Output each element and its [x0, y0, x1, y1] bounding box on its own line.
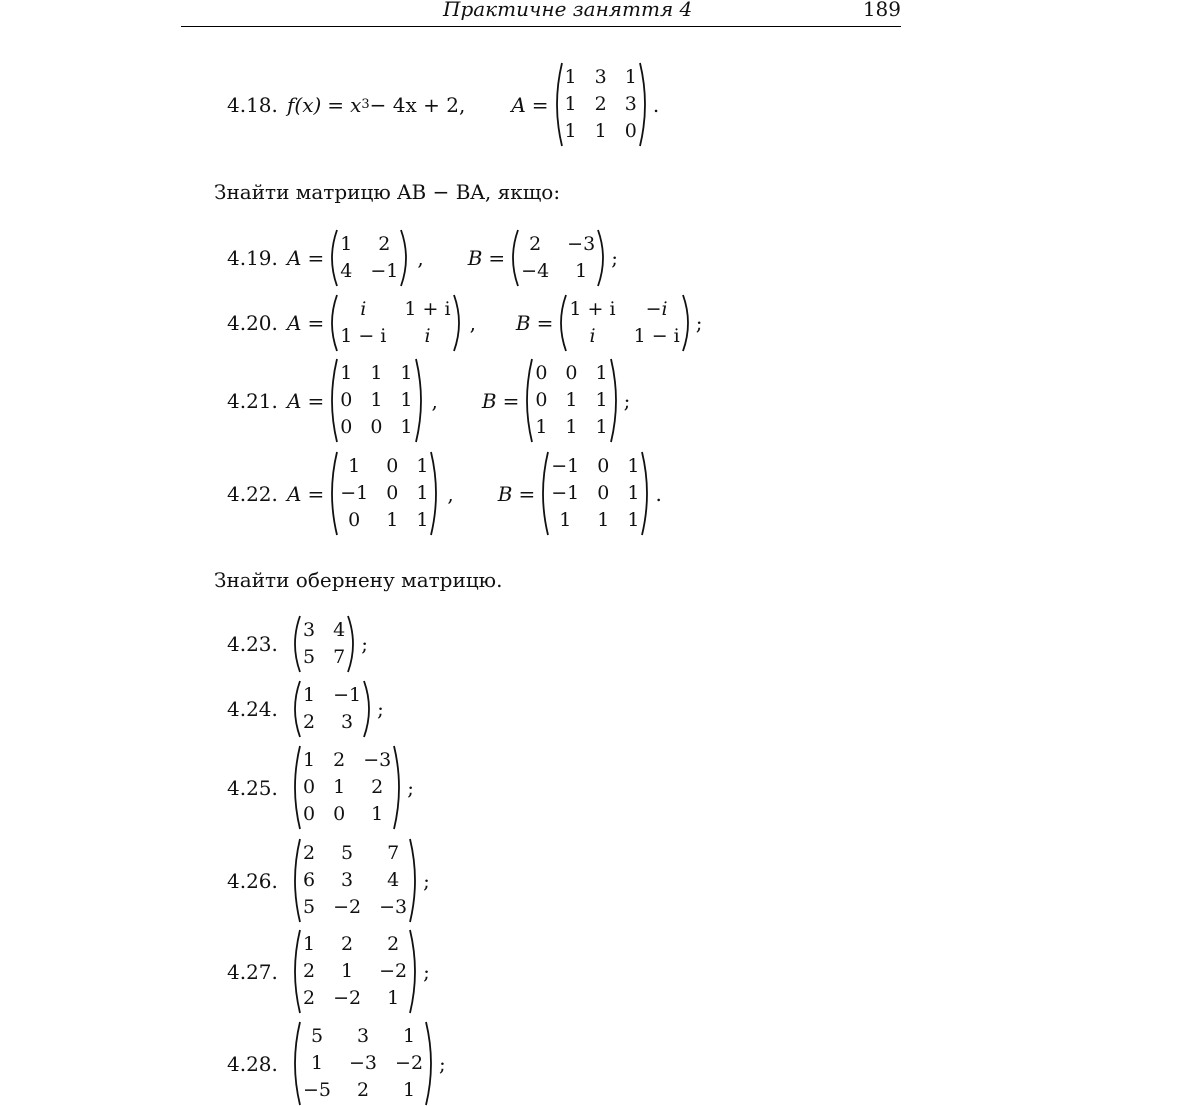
- matrix-cell: 1: [370, 389, 383, 411]
- matrix-cell: 5: [303, 646, 316, 668]
- matrix-cell: 1: [595, 416, 608, 438]
- matrix-cell: 1 − i: [340, 325, 387, 347]
- matrix-label-a: A: [287, 388, 302, 413]
- matrix-cell: 5: [303, 896, 316, 918]
- matrix-cell: 1 − i: [633, 325, 680, 347]
- right-paren: [596, 229, 609, 287]
- problem-4-22: [227, 451, 662, 536]
- matrix-a: [326, 358, 426, 443]
- matrix-cell: −2: [333, 896, 362, 918]
- matrix-cell: 0: [597, 482, 610, 504]
- right-paren: [609, 358, 622, 443]
- matrix-a: [326, 229, 412, 287]
- matrix: [289, 838, 421, 923]
- problem-number: 4.21.: [227, 388, 278, 413]
- matrix-cell: 1: [303, 684, 316, 706]
- matrix-cell: 2: [303, 711, 316, 733]
- matrix-label-a: A: [287, 246, 302, 270]
- matrix-cell: 2: [303, 987, 316, 1009]
- right-paren: [424, 1021, 437, 1106]
- matrix-cell: 4: [387, 869, 400, 891]
- equals-sign: =: [488, 246, 506, 270]
- matrix-cell: 1: [402, 1079, 416, 1101]
- matrix-cell: 1 + i: [569, 298, 616, 320]
- matrix-cell: 0: [303, 776, 316, 798]
- matrix-cell: 1: [341, 960, 354, 982]
- matrix-cell: 1 + i: [404, 298, 451, 320]
- end-punctuation: ;: [439, 1051, 446, 1076]
- matrix-cell: −1: [551, 482, 580, 504]
- problem-4-27: [227, 929, 430, 1014]
- matrix-cell: 3: [303, 619, 316, 641]
- matrix-grid: [339, 229, 399, 287]
- matrix-cell: 1: [594, 120, 607, 142]
- matrix-cell: −2: [395, 1052, 424, 1074]
- matrix-b: [537, 451, 653, 536]
- matrix-cell: 7: [387, 842, 400, 864]
- matrix-cell: −1: [340, 482, 369, 504]
- problem-4-20: [227, 294, 702, 352]
- matrix-a: [551, 62, 651, 147]
- matrix: [289, 1021, 437, 1106]
- matrix-cell: −3: [567, 233, 596, 255]
- right-paren: [408, 929, 421, 1014]
- matrix-cell: 0: [386, 482, 399, 504]
- equals-sign: =: [536, 311, 554, 335]
- separator-comma: ,: [447, 481, 454, 506]
- problem-number: 4.22.: [227, 481, 278, 506]
- matrix-cell: 1: [400, 389, 413, 411]
- matrix-cell: 1: [333, 776, 346, 798]
- left-paren: [326, 229, 339, 287]
- right-paren: [362, 680, 375, 738]
- matrix-cell: 1: [400, 362, 413, 384]
- left-paren: [289, 680, 302, 738]
- running-header: [181, 0, 901, 27]
- matrix-label-a: A: [287, 311, 302, 335]
- matrix-cell: 1: [416, 509, 429, 531]
- right-paren: [681, 294, 694, 352]
- matrix-cell: 1: [402, 1025, 416, 1047]
- matrix-b: [521, 358, 621, 443]
- matrix-cell: 1: [370, 362, 383, 384]
- problem-number: 4.28.: [227, 1051, 278, 1076]
- equals-sign: =: [327, 92, 345, 117]
- polynomial-rest: − 4x + 2,: [369, 92, 466, 117]
- left-paren: [326, 294, 339, 352]
- problem-4-28: [227, 1021, 446, 1106]
- left-paren: [521, 358, 534, 443]
- matrix-a: [326, 294, 464, 352]
- matrix-grid: [339, 451, 429, 536]
- equals-sign: =: [307, 481, 325, 506]
- left-paren: [289, 929, 302, 1014]
- matrix-cell: 2: [387, 933, 400, 955]
- matrix-cell: −1: [370, 260, 399, 282]
- matrix-cell: 1: [564, 93, 577, 115]
- matrix-cell: 3: [341, 869, 354, 891]
- problem-4-25: [227, 745, 414, 830]
- right-paren: [429, 451, 442, 536]
- page-number: 189: [862, 0, 901, 21]
- matrix-cell: 1: [386, 509, 399, 531]
- matrix-label-a: A: [511, 92, 526, 117]
- separator-comma: ,: [417, 246, 424, 270]
- matrix-cell: 3: [356, 1025, 370, 1047]
- matrix: [289, 929, 421, 1014]
- matrix-cell: −4: [521, 260, 550, 282]
- problem-4-18: [227, 62, 659, 147]
- problem-number: 4.20.: [227, 311, 278, 335]
- matrix-grid: [302, 1021, 424, 1106]
- matrix-cell: −2: [379, 960, 408, 982]
- section-heading-inverse: Знайти обернену матрицю.: [214, 568, 503, 592]
- matrix-cell: 2: [594, 93, 607, 115]
- left-paren: [289, 1021, 302, 1106]
- matrix-cell: −i: [645, 298, 668, 320]
- equals-sign: =: [502, 388, 520, 413]
- left-paren: [289, 745, 302, 830]
- matrix-grid: [302, 838, 408, 923]
- matrix-cell: 1: [416, 455, 429, 477]
- matrix-cell: 1: [559, 509, 572, 531]
- matrix-cell: 2: [371, 776, 384, 798]
- matrix: [289, 680, 375, 738]
- right-paren: [452, 294, 465, 352]
- end-punctuation: ;: [361, 632, 368, 656]
- matrix-grid: [534, 358, 608, 443]
- matrix-cell: 1: [535, 416, 548, 438]
- matrix-cell: 1: [564, 66, 577, 88]
- matrix-cell: 1: [627, 509, 640, 531]
- left-paren: [289, 838, 302, 923]
- right-paren: [346, 615, 359, 673]
- matrix-cell: 0: [348, 509, 361, 531]
- matrix-cell: −2: [333, 987, 362, 1009]
- matrix-cell: 2: [356, 1079, 370, 1101]
- matrix-cell: −1: [333, 684, 362, 706]
- end-punctuation: ;: [377, 697, 384, 721]
- matrix-grid: [520, 229, 596, 287]
- left-paren: [537, 451, 550, 536]
- problem-4-23: [227, 615, 368, 673]
- matrix-cell: 7: [333, 646, 346, 668]
- matrix: [289, 745, 405, 830]
- matrix-cell: 1: [597, 509, 610, 531]
- end-punctuation: ;: [423, 959, 430, 984]
- matrix: [289, 615, 359, 673]
- matrix-cell: 2: [333, 749, 346, 771]
- matrix-grid: [339, 294, 451, 352]
- matrix-cell: 0: [370, 416, 383, 438]
- matrix-label-b: B: [481, 388, 497, 413]
- matrix-label-a: A: [287, 481, 302, 506]
- matrix-cell: 1: [564, 120, 577, 142]
- matrix-cell: 2: [378, 233, 391, 255]
- matrix-cell: 0: [624, 120, 637, 142]
- matrix-label-b: B: [515, 311, 531, 335]
- header-title: Практичне заняття 4: [443, 0, 693, 21]
- problem-number: 4.18.: [227, 92, 278, 117]
- end-punctuation: ;: [623, 388, 631, 413]
- matrix-cell: −3: [363, 749, 392, 771]
- end-punctuation: ;: [407, 775, 414, 800]
- right-paren: [408, 838, 421, 923]
- matrix-cell: 1: [310, 1052, 324, 1074]
- matrix-a: [326, 451, 442, 536]
- matrix-cell: i: [589, 325, 596, 347]
- matrix-grid: [302, 745, 392, 830]
- matrix-grid: [302, 929, 408, 1014]
- left-paren: [326, 358, 339, 443]
- right-paren: [640, 451, 653, 536]
- left-paren: [551, 62, 564, 147]
- matrix-cell: 6: [303, 869, 316, 891]
- left-paren: [507, 229, 520, 287]
- matrix-cell: 1: [595, 362, 608, 384]
- matrix-grid: [339, 358, 413, 443]
- matrix-cell: 0: [333, 803, 346, 825]
- matrix-grid: [302, 615, 346, 673]
- matrix-cell: 1: [565, 389, 578, 411]
- matrix-cell: 0: [565, 362, 578, 384]
- equals-sign: =: [307, 246, 325, 270]
- problem-number: 4.25.: [227, 775, 278, 800]
- matrix-cell: −5: [303, 1079, 332, 1101]
- right-paren: [392, 745, 405, 830]
- problem-4-19: [227, 229, 618, 287]
- right-paren: [414, 358, 427, 443]
- matrix-cell: 4: [340, 260, 353, 282]
- matrix-cell: −3: [379, 896, 408, 918]
- matrix-cell: 1: [575, 260, 588, 282]
- end-punctuation: .: [652, 92, 660, 117]
- matrix-b: [555, 294, 693, 352]
- separator-comma: ,: [469, 311, 476, 335]
- matrix-cell: 2: [341, 933, 354, 955]
- matrix-cell: 0: [535, 389, 548, 411]
- matrix-cell: 1: [416, 482, 429, 504]
- problem-4-21: [227, 358, 630, 443]
- matrix-cell: i: [424, 325, 431, 347]
- matrix-cell: −3: [349, 1052, 378, 1074]
- matrix-cell: 1: [624, 66, 637, 88]
- equals-sign: =: [518, 481, 536, 506]
- equals-sign: =: [307, 311, 325, 335]
- section-heading-commutator: Знайти матрицю AB − BA, якщо:: [214, 180, 561, 204]
- matrix-grid: [550, 451, 640, 536]
- matrix-cell: 0: [303, 803, 316, 825]
- polynomial-variable: x: [350, 92, 362, 117]
- end-punctuation: ;: [423, 868, 430, 893]
- matrix-cell: 0: [340, 389, 353, 411]
- end-punctuation: ;: [611, 246, 618, 270]
- matrix-cell: 2: [529, 233, 542, 255]
- function-label: f(x): [287, 92, 322, 117]
- left-paren: [289, 615, 302, 673]
- matrix-cell: 1: [348, 455, 361, 477]
- problem-number: 4.24.: [227, 697, 278, 721]
- end-punctuation: .: [655, 481, 662, 506]
- matrix-cell: −1: [551, 455, 580, 477]
- matrix-cell: 0: [386, 455, 399, 477]
- matrix-cell: 3: [624, 93, 637, 115]
- left-paren: [555, 294, 568, 352]
- matrix-cell: 1: [627, 482, 640, 504]
- equals-sign: =: [531, 92, 549, 117]
- matrix-cell: 1: [340, 362, 353, 384]
- problem-number: 4.23.: [227, 632, 278, 656]
- matrix-cell: 1: [627, 455, 640, 477]
- problem-number: 4.26.: [227, 868, 278, 893]
- matrix-cell: 1: [303, 933, 316, 955]
- problem-4-26: [227, 838, 430, 923]
- matrix-label-b: B: [467, 246, 483, 270]
- separator-comma: ,: [431, 388, 438, 413]
- matrix-cell: 5: [341, 842, 354, 864]
- polynomial-exponent: 3: [361, 97, 370, 112]
- matrix-label-b: B: [497, 481, 513, 506]
- end-punctuation: ;: [695, 311, 703, 335]
- matrix-cell: 0: [597, 455, 610, 477]
- matrix-cell: 2: [303, 842, 316, 864]
- problem-number: 4.19.: [227, 246, 278, 270]
- matrix-grid: [564, 62, 638, 147]
- matrix-cell: 0: [535, 362, 548, 384]
- problem-4-24: [227, 680, 384, 738]
- matrix-b: [507, 229, 609, 287]
- matrix-cell: 1: [595, 389, 608, 411]
- right-paren: [638, 62, 651, 147]
- problem-number: 4.27.: [227, 959, 278, 984]
- matrix-cell: 3: [594, 66, 607, 88]
- matrix-cell: 3: [341, 711, 354, 733]
- right-paren: [399, 229, 412, 287]
- matrix-cell: 1: [387, 987, 400, 1009]
- matrix-cell: i: [360, 298, 367, 320]
- matrix-cell: 1: [371, 803, 384, 825]
- matrix-grid: [568, 294, 680, 352]
- matrix-cell: 5: [310, 1025, 324, 1047]
- matrix-grid: [302, 680, 362, 738]
- matrix-cell: 1: [340, 233, 353, 255]
- matrix-cell: 2: [303, 960, 316, 982]
- matrix-cell: 1: [303, 749, 316, 771]
- matrix-cell: 4: [333, 619, 346, 641]
- equals-sign: =: [307, 388, 325, 413]
- matrix-cell: 0: [340, 416, 353, 438]
- matrix-cell: 1: [565, 416, 578, 438]
- left-paren: [326, 451, 339, 536]
- matrix-cell: 1: [400, 416, 413, 438]
